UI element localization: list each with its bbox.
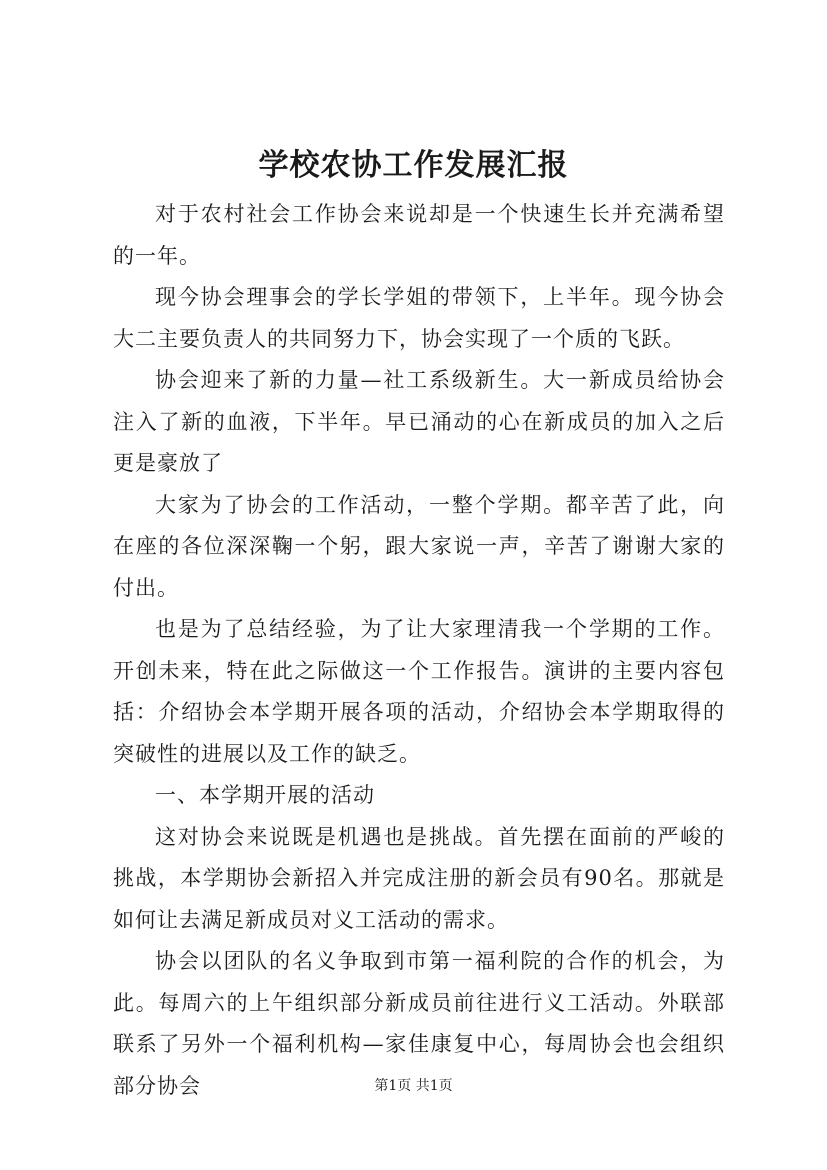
document-body bbox=[113, 194, 725, 1107]
paragraph: 大家为了协会的工作活动，一整个学期。都辛苦了此，向在座的各位深深鞠一个躬，跟大家说一声，辛苦了谢谢大家的付出。 bbox=[113, 492, 725, 600]
section-heading: 一、本学期开展的活动 bbox=[155, 783, 375, 807]
paragraph: 这对协会来说既是机遇也是挑战。首先摆在面前的严峻的挑战，本学期协会新招入并完成注册的新会员有90名。那就是如何让去满足新成员对义工活动的需求。 bbox=[113, 824, 725, 932]
paragraph: 现今协会理事会的学长学姐的带领下，上半年。现今协会大二主要负责人的共同努力下，协会实现了一个质的飞跃。 bbox=[113, 285, 725, 351]
paragraph: 对于农村社会工作协会来说却是一个快速生长并充满希望的一年。 bbox=[113, 202, 725, 268]
document-title: 学校农协工作发展汇报 bbox=[258, 148, 569, 183]
paragraph: 协会迎来了新的力量—社工系级新生。大一新成员给协会注入了新的血液，下半年。早已涌动的心在新成员的加入之后更是豪放了 bbox=[113, 368, 725, 475]
page-footer: 第1页 共1页 bbox=[374, 1078, 453, 1094]
paragraph: 也是为了总结经验，为了让大家理清我一个学期的工作。开创未来，特在此之际做这一个工作报告。演讲的主要内容包括：介绍协会本学期开展各项的活动，介绍协会本学期取得的突破性的进展以及工作的缺乏。 bbox=[113, 617, 725, 766]
paragraph: 协会以团队的名义争取到市第一福利院的合作的机会，为此。每周六的上午组织部分新成员前往进行义工活动。外联部联系了另外一个福利机构—家佳康复中心，每周协会也会组织部分协会 bbox=[113, 949, 725, 1098]
